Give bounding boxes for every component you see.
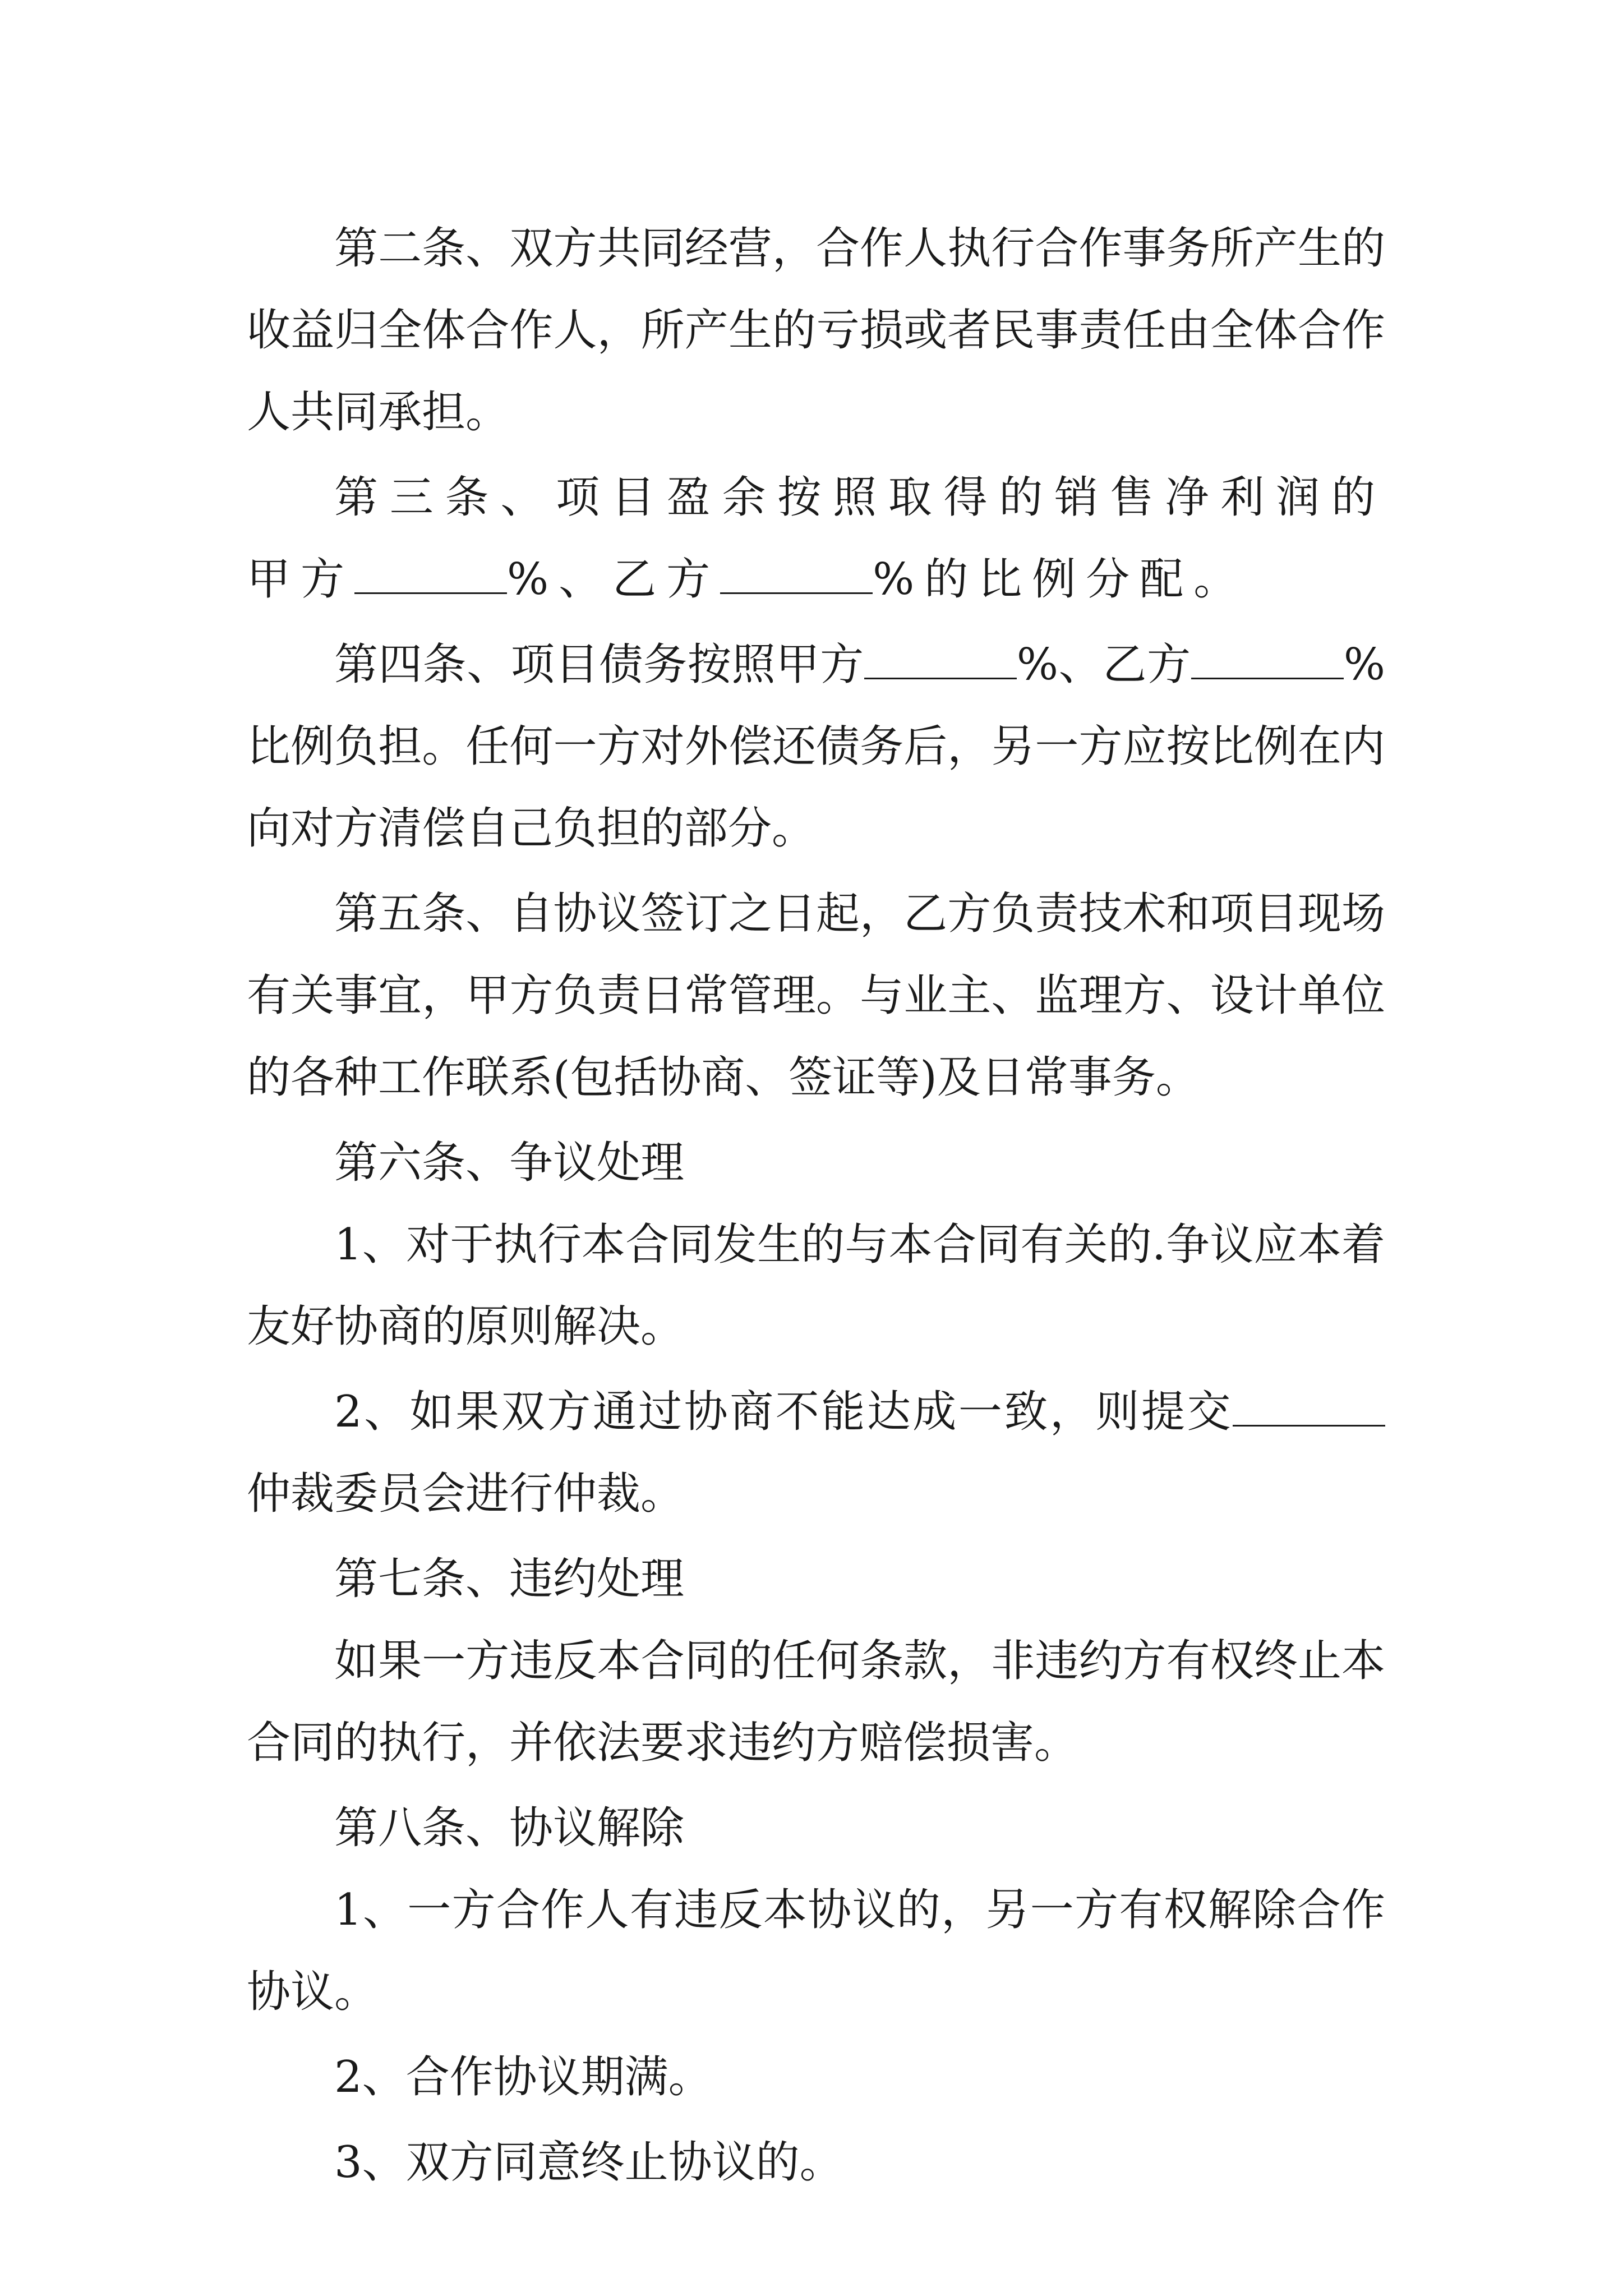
article-6-item-2-text-1: 2、如果双方通过协商不能达成一致，则提交: [334, 1387, 1233, 1437]
party-b-profit-share-blank: [720, 559, 873, 594]
article-8-title: 第八条、协议解除: [334, 1803, 685, 1853]
article-8-item-3-text: 3、双方同意终止协议的。: [334, 2137, 843, 2188]
article-4-text-2: %、乙方: [1016, 639, 1191, 690]
article-3-text-3: %的比例分配。: [873, 554, 1248, 605]
article-7-heading: [247, 1538, 1385, 1620]
article-6-item-2-text-2: 仲裁委员会进行仲裁。: [247, 1469, 685, 1519]
article-4-text-3: %比例负担。任何一方对外偿还债务后，另一方应按比例在内向对方清偿自己负担的部分。: [247, 639, 1385, 854]
article-6-title: 第六条、争议处理: [334, 1138, 685, 1188]
article-3-paragraph: [247, 457, 1385, 620]
article-8-item-2-text: 2、合作协议期满。: [334, 2052, 712, 2102]
article-2-paragraph: [247, 208, 1385, 453]
article-3-text-2: %、乙方: [507, 554, 721, 605]
article-7-paragraph: [247, 1620, 1385, 1784]
article-6-heading: [247, 1122, 1385, 1204]
article-7-text: 如果一方违反本合同的任何条款，非违约方有权终止本合同的执行，并依法要求违约方赔偿损害。: [247, 1636, 1385, 1768]
article-8-item-2: [247, 2036, 1385, 2118]
party-a-profit-share-blank: [354, 559, 507, 594]
article-2-text: 第二条、双方共同经营，合作人执行合作事务所产生的收益归全体合作人，所产生的亏损或者民事责任由全体合作人共同承担。: [247, 223, 1385, 438]
party-b-debt-share-blank: [1191, 644, 1344, 679]
article-4-paragraph: [247, 624, 1385, 869]
article-8-item-3: [247, 2122, 1385, 2203]
party-a-debt-share-blank: [864, 644, 1017, 679]
article-4-text-1: 第四条、项目债务按照甲方: [334, 639, 864, 690]
article-5-text: 第五条、自协议签订之日起，乙方负责技术和项目现场有关事宜，甲方负责日常管理。与业主、监理方、设计单位的各种工作联系(包括协商、签证等)及日常事务。: [247, 889, 1385, 1103]
article-8-heading: [247, 1787, 1385, 1869]
article-6-item-1: [247, 1204, 1385, 1368]
article-8-item-1-text: 1、一方合作人有违反本协议的，另一方有权解除合作协议。: [247, 1885, 1385, 2017]
article-6-item-1-text: 1、对于执行本合同发生的与本合同有关的.争议应本着友好协商的原则解决。: [247, 1220, 1385, 1352]
article-7-title: 第七条、违约处理: [334, 1554, 685, 1604]
article-5-paragraph: [247, 873, 1385, 1119]
document-body: [247, 208, 1385, 2207]
article-6-item-2: [247, 1371, 1385, 1535]
article-3-text-1: 第三条、项目盈余按照取得的销售净利润的甲方: [247, 472, 1385, 605]
arbitration-committee-blank: [1233, 1391, 1385, 1427]
article-8-item-1: [247, 1869, 1385, 2033]
